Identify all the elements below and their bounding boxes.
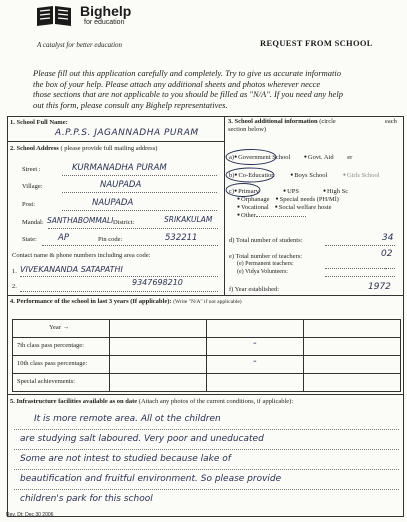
instructions (33, 68, 343, 110)
table-cell: - (253, 338, 257, 349)
section5-label: 5. Infrastructure facilities available as on date (Attach any photos of the current conditions, if applicable): (10, 398, 294, 405)
instruction-line: Please fill out this application carefully and completely. Try to give us accurate informatio (33, 68, 342, 78)
section2-label: 2. School Address ( please provide full mailing address) (10, 145, 158, 152)
ups-option[interactable]: ● UPS (283, 188, 299, 195)
special-needs-option[interactable]: ● Special needs (PH/M (276, 196, 335, 203)
brand-name: Bighelp (80, 3, 132, 19)
co-education-option[interactable]: ● Co-Education (234, 172, 274, 179)
note-line: It is more remote area. All ot the children (14, 410, 399, 430)
section3-note3: section below) (228, 126, 267, 133)
open-book-icon (34, 2, 74, 29)
revision-date: Rev. Dt: Dec 30 2006 (6, 512, 54, 518)
state-value: AP (58, 233, 69, 243)
pin-value: 532211 (165, 233, 198, 243)
note-line: are studying salt laboured. Very poor and uneducated (14, 430, 399, 450)
district-value: SRIKAKULAM (164, 215, 213, 224)
primary-option[interactable]: ● Primary (234, 188, 259, 195)
other-option[interactable]: er (347, 154, 353, 161)
girls-school-option[interactable]: ● Girls School (343, 172, 380, 179)
students-label: d) Total number of students: (229, 237, 303, 244)
orphanage-option[interactable]: ● Orphanage (237, 196, 270, 203)
pin-label: Pin code: (98, 236, 123, 243)
teachers-label: e) Total number of teachers: (229, 253, 303, 260)
year-established-label: f) Year established: (229, 286, 280, 293)
high-school-option[interactable]: ● High Sc (323, 188, 348, 195)
brand-subtitle: for education (84, 19, 125, 26)
infrastructure-notes (14, 410, 399, 509)
contact-label: Contact name & phone numbers including area code: (12, 252, 151, 259)
special-achievements-label: Special achievements: (17, 378, 75, 385)
class7-pass-label: 7th class pass percentage: (17, 342, 84, 349)
contact1-value: VIVEKANANDA SATAPATHI (20, 265, 123, 274)
govt-aid-option[interactable]: ● Govt. Aid (304, 154, 334, 161)
table-cell: - (253, 356, 257, 367)
instruction-line: out this form, please consult any Bighelp representatives. (33, 99, 228, 110)
other-type-option[interactable]: ● Other (237, 212, 256, 219)
post-label: Post: (22, 201, 36, 208)
post-value: NAUPADA (92, 198, 134, 208)
note-line: beautification and fruitful environment. So please provide (14, 470, 399, 490)
village-value: NAUPADA (100, 180, 142, 190)
contact2-number: 2. (12, 283, 17, 290)
street-label: Street : (22, 166, 41, 173)
teachers-value: 02 (381, 249, 393, 259)
option-row-a: a)● Government School ● Govt. Aid er (229, 154, 352, 161)
social-welfare-option[interactable]: ● Social welfare hoste (275, 204, 332, 211)
year-established-value: 1972 (368, 282, 391, 292)
class10-pass-label: 10th class pass percentage: (17, 360, 88, 367)
section3-label: 3. School additional information (circle (228, 118, 336, 125)
vidya-volunteers-label: (e) Vidya Volunteers: (237, 269, 288, 275)
permanent-teachers-label: (e) Permanent teachers: (237, 261, 294, 267)
vidya-volunteers-value: - (384, 264, 388, 274)
option-row-b: b)● Co-Education ● Boys School ● Girls School (229, 172, 380, 179)
mandal-label: Mandal: (22, 219, 44, 226)
mandal-value: SANTHABOMMALI (47, 216, 114, 225)
vocational-option[interactable]: ● Vocational (237, 204, 269, 211)
tagline: A catalyst for better education (37, 41, 123, 49)
district-label: District: (113, 219, 135, 226)
page-title: REQUEST FROM SCHOOL (260, 38, 373, 48)
boys-school-option[interactable]: ● Boys School (290, 172, 327, 179)
state-label: State: (22, 236, 37, 243)
contact1-number: 1. (12, 268, 17, 275)
section1-label: 1. School Full Name: (10, 119, 68, 126)
instruction-line: the box of your help. Please attach any additional sheets and photos wherever necce (33, 78, 321, 89)
performance-table (12, 319, 401, 392)
circle-mark (225, 148, 280, 166)
instruction-line: those sections that are not applicable to you should be filled as "N/A". If you need any help (33, 89, 343, 99)
village-label: Village: (22, 183, 43, 190)
contact2-value: 9347698210 (132, 278, 183, 287)
school-name-value: A.P.P.S. JAGANNADHA PURAM (55, 128, 199, 138)
option-row-c: c)● Primary● UPS● High Sc ● Orphanage● Special needs (PH/Ml) ● Vocational● Social welfare hoste ● Other (229, 188, 348, 220)
govt-school-option[interactable]: ● Government School (234, 154, 290, 161)
circle-mark (224, 182, 264, 198)
section3-note2: each (385, 118, 397, 125)
section4-label: 4. Performance of the school in last 3 years (If applicable): (Write "N/A" if not applicable) (10, 298, 242, 305)
students-value: 34 (382, 233, 394, 243)
street-value: KURMANADHA PURAM (72, 163, 167, 173)
bighelp-logo (34, 2, 74, 29)
note-line: children's park for this school (20, 494, 153, 504)
year-header: Year → (49, 324, 70, 331)
note-line: Some are not intest to studied because lake of (14, 450, 399, 470)
